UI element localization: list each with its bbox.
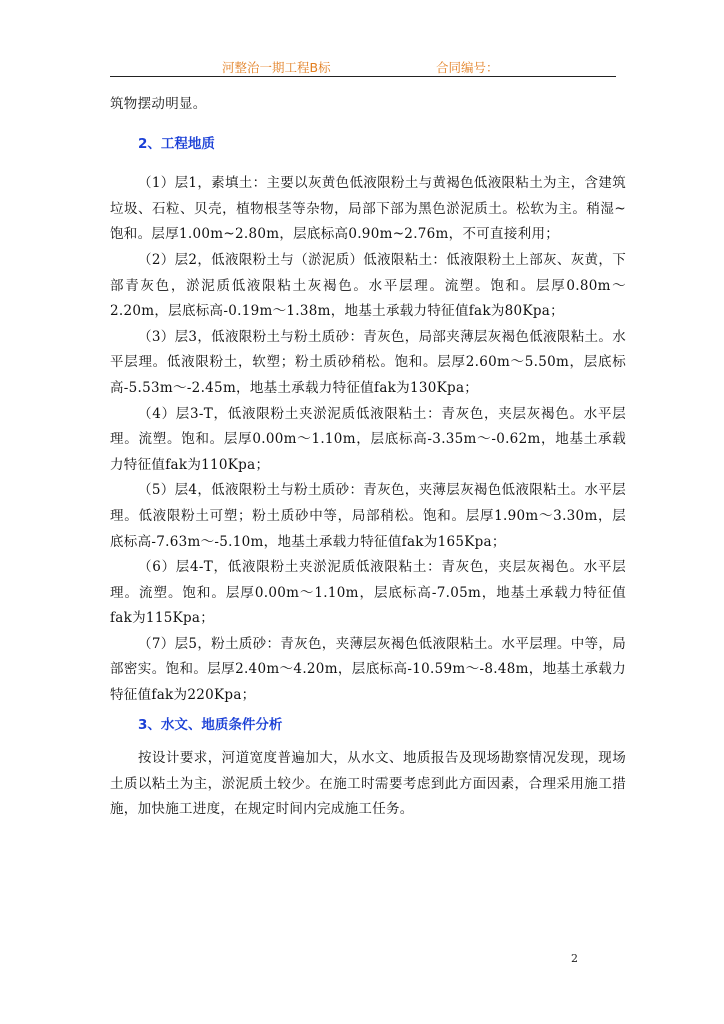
document-body <box>110 92 626 823</box>
section-title-geology: 2、工程地质 <box>138 135 215 152</box>
section-title-hydro-analysis: 3、水文、地质条件分析 <box>138 716 283 733</box>
geology-paragraph-2: （2）层2，低液限粉土与（淤泥质）低液限粘土：低液限粉土上部灰、灰黄，下部青灰色，淤泥质低液限粘土灰褐色。水平层理。流塑。饱和。层厚0.80m～2.20m，层底标高-0.19m～1.38m，地基土承载力特征值fak为80Kpa； <box>110 251 626 320</box>
header-project-name: 河整治一期工程B标 <box>222 60 331 75</box>
intro-line: 筑物摆动明显。 <box>110 96 207 112</box>
page-number: 2 <box>571 952 578 965</box>
geology-paragraph-1: （1）层1，素填土：主要以灰黄色低液限粉土与黄褐色低液限粘土为主，含建筑垃圾、石粒、贝壳，植物根茎等杂物，局部下部为黑色淤泥质土。松软为主。稍湿~饱和。层厚1.00m~2.80m，层底标高0.90m~2.76m，不可直接利用； <box>110 175 626 243</box>
geology-paragraph-4: （4）层3-T，低液限粉土夹淤泥质低液限粘土：青灰色，夹层灰褐色。水平层理。流塑。饱和。层厚0.00m～1.10m，层底标高-3.35m～-0.62m，地基土承载力特征值fak为110Kpa； <box>110 405 626 473</box>
hydro-analysis-paragraph: 按设计要求，河道宽度普遍加大，从水文、地质报告及现场勘察情况发现，现场土质以粘土为主，淤泥质土较少。在施工时需要考虑到此方面因素，合理采用施工措施，加快施工进度，在规定时间内完成施工任务。 <box>110 750 626 818</box>
geology-paragraph-3: （3）层3，低液限粉土与粉土质砂：青灰色，局部夹薄层灰褐色低液限粘土。水平层理。低液限粉土，软塑；粉土质砂稍松。饱和。层厚2.60m～5.50m，层底标高-5.53m～-2.45m，地基土承载力特征值fak为130Kpa； <box>110 328 626 396</box>
header-contract-number: 合同编号： <box>436 60 499 75</box>
geology-paragraph-6: （6）层4-T，低液限粉土夹淤泥质低液限粘土：青灰色，夹层灰褐色。水平层理。流塑。饱和。层厚0.00m～1.10m，层底标高-7.05m，地基土承载力特征值fak为115Kpa； <box>110 559 626 627</box>
geology-paragraph-7: （7）层5，粉土质砂：青灰色，夹薄层灰褐色低液限粘土。水平层理。中等，局部密实。饱和。层厚2.40m～4.20m，层底标高-10.59m～-8.48m，地基土承载力特征值fak为220Kpa； <box>110 635 626 704</box>
geology-paragraph-5: （5）层4，低液限粉土与粉土质砂：青灰色，夹薄层灰褐色低液限粘土。水平层理。低液限粉土可塑；粉土质砂中等，局部稍松。饱和。层厚1.90m～3.30m，层底标高-7.63m～-5.10m，地基土承载力特征值fak为165Kpa； <box>110 482 626 550</box>
page-header <box>110 58 616 77</box>
